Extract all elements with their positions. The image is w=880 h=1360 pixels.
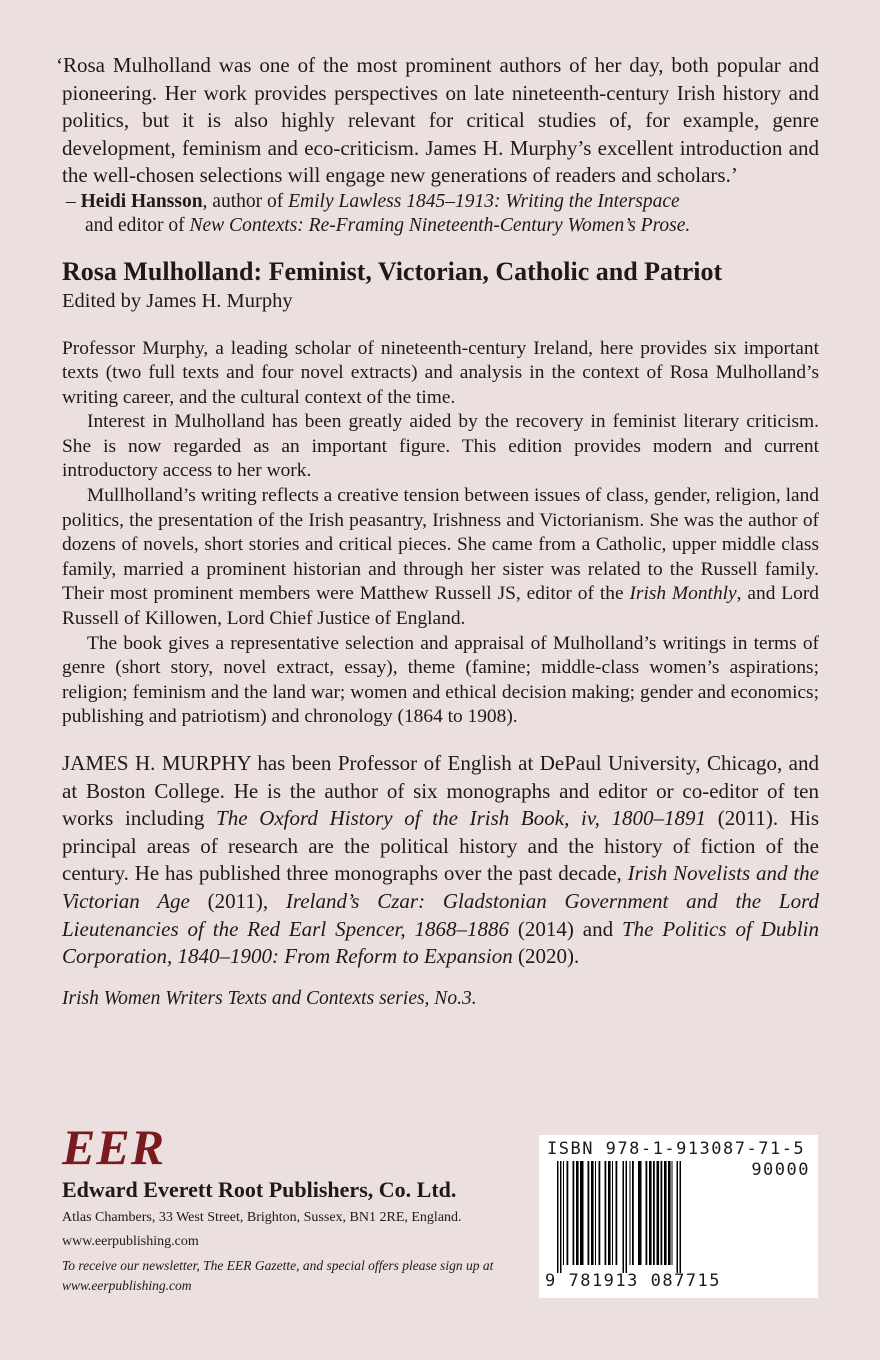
publisher-block <box>62 1120 532 1296</box>
back-cover-text <box>56 52 820 1010</box>
publisher-address: Atlas Chambers, 33 West Street, Brighton, Sussex, BN1 2RE, England. <box>62 1210 462 1225</box>
series-note: Irish Women Writers Texts and Contexts series, No.3. <box>62 987 477 1009</box>
author-bio: JAMES H. MURPHY has been Professor of English at DePaul University, Chicago, and at Boston College. He is the author of six monographs and editor or co-editor of ten works including The Oxford History of the Irish Book, iv, 1800–1891 (2011). His principal areas of research are the political history and the history of fiction of the century. He has published three monographs over the past decade, Irish Novelists and the Victorian Age (2011), Ireland’s Czar: Gladstonian Government and the Lord Lieutenancies of the Red Earl Spencer, 1868–1886 (2014) and The Politics of Dublin Corporation, 1840–1900: From Reform to Expansion (2020). <box>62 751 820 969</box>
description-paragraph: Mullholland’s writing reflects a creative tension between issues of class, gender, religion, land politics, the presentation of the Irish peasantry, Irishness and Victorianism. She was the author of dozens of novels, short stories and critical pieces. She came from a Catholic, upper middle class family, married a prominent historian and through her sister was related to the Russell family. Their most prominent members were Matthew Russell JS, editor of the Irish Monthly, and Lord Russell of Killowen, Lord Chief Justice of England. <box>62 485 820 630</box>
isbn-number: ISBN 978-1-913087-71-5 <box>547 1139 806 1159</box>
newsletter-note: To receive our newsletter, The EER Gazette, and special offers please sign up at www.eerpublishing.com <box>62 1258 494 1293</box>
barcode-digits: 9 781913 087715 <box>545 1271 722 1291</box>
quote-book-1: Emily Lawless 1845–1913: Writing the Interspace <box>288 190 680 212</box>
book-editor: Edited by James H. Murphy <box>62 289 293 312</box>
quote-book-2: New Contexts: Re-Framing Nineteenth-Century Women’s Prose. <box>189 214 691 236</box>
barcode-bars <box>553 1161 753 1273</box>
endorsement-quote <box>56 52 819 190</box>
book-title: Rosa Mulholland: Feminist, Victorian, Catholic and Patriot <box>62 256 723 286</box>
isbn-barcode <box>539 1135 818 1298</box>
publisher-website: www.eerpublishing.com <box>62 1234 199 1249</box>
description-paragraph: The book gives a representative selection and appraisal of Mulholland’s writings in terms of genre (short story, novel extract, essay), theme (famine; middle-class women’s aspirations; religion; feminism and the land war; women and ethical decision making; gender and economics; publishing and patriotism) and chronology (1864 to 1908). <box>62 632 819 728</box>
quote-author: Heidi Hansson <box>80 190 203 212</box>
quote-attribution: – Heidi Hansson, author of Emily Lawless 1845–1913: Writing the Interspace and editor of New Contexts: Re-Framing Nineteenth-Century Women’s Prose. <box>66 190 691 236</box>
publisher-name: Edward Everett Root Publishers, Co. Ltd. <box>62 1177 457 1202</box>
publisher-logo: EER <box>62 1119 166 1175</box>
description-paragraph: Professor Murphy, a leading scholar of nineteenth-century Ireland, here provides six important texts (two full texts and four novel extracts) and analysis in the context of Rosa Mulholland’s writing career, and the cultural context of the time. <box>62 337 819 408</box>
price-code: 90000 <box>751 1160 810 1180</box>
book-description <box>62 337 819 731</box>
description-paragraph: Interest in Mulholland has been greatly aided by the recovery in feminist literary criticism. She is now regarded as an important figure. This edition provides modern and current introductory access to her work. <box>62 411 819 482</box>
quote-text: ‘Rosa Mulholland was one of the most prominent authors of her day, both popular and pioneering. Her work provides perspectives on late nineteenth-century Irish history and politics, but it is also highly relevant for critical studies of, for example, genre development, feminism and eco-criticism. James H. Murphy’s excellent introduction and the well-chosen selections will engage new generations of readers and scholars.’ <box>56 53 819 187</box>
